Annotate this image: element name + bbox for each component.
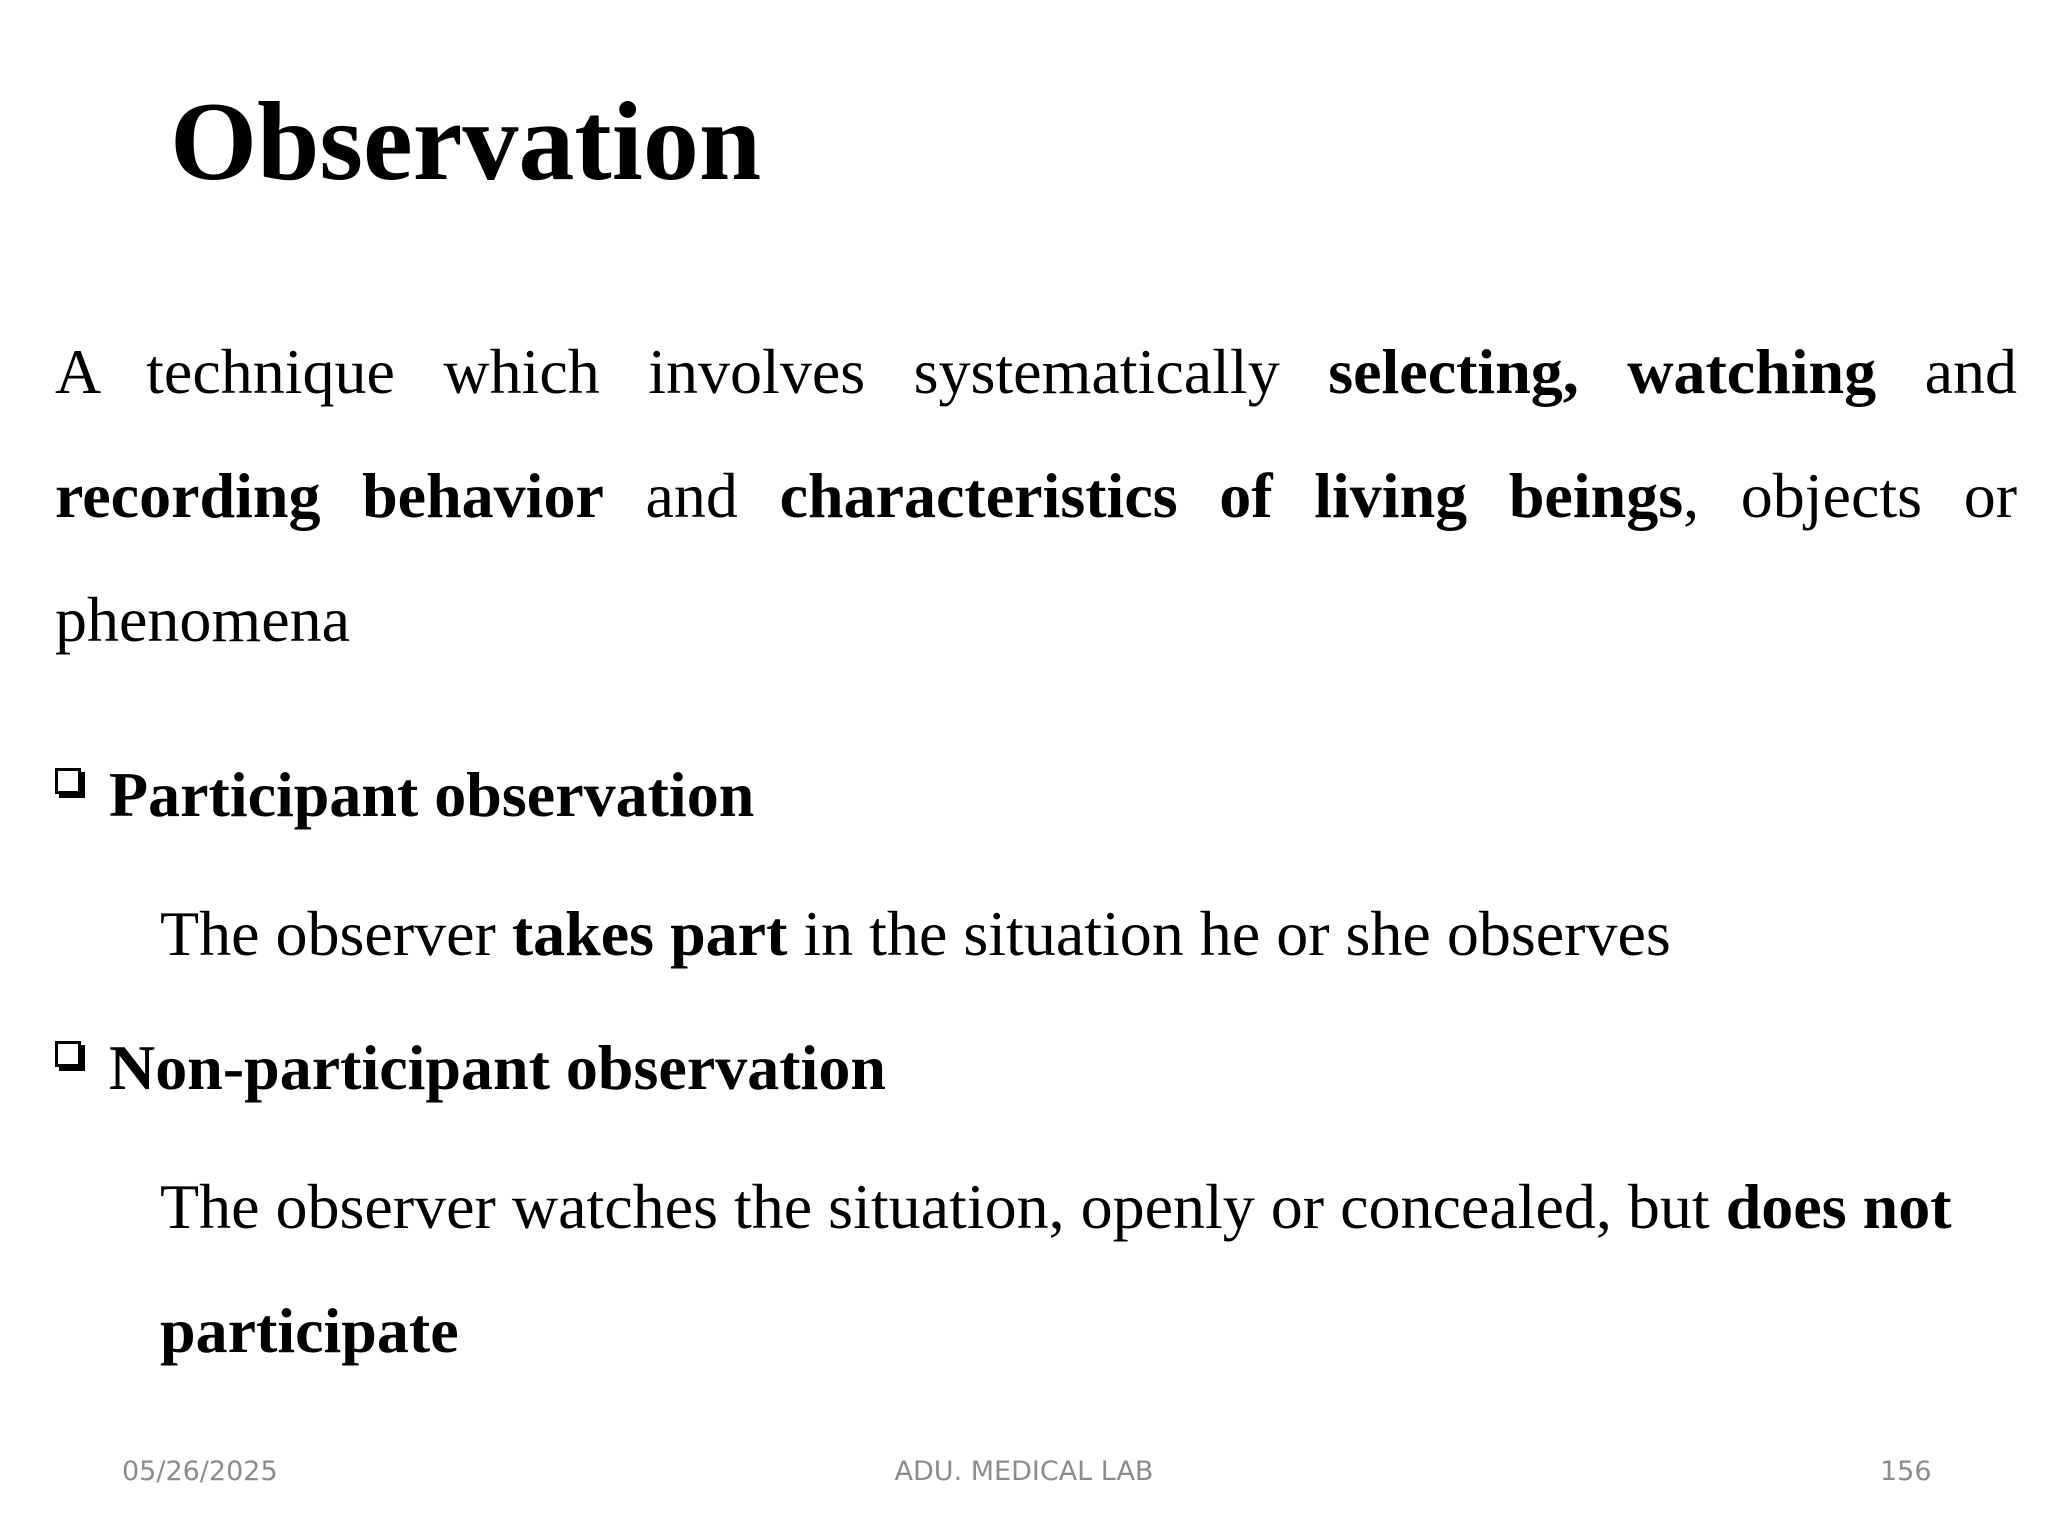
description-text: The observer watches the situation, openly or concealed, but — [160, 1171, 1726, 1242]
definition-bold-text: selecting, watching — [1328, 336, 1877, 407]
slide-title: Observation — [170, 80, 762, 204]
definition-bold-text: characteristics of living beings — [779, 460, 1684, 531]
description-bold-text: takes part — [511, 898, 788, 969]
footer-center-text: ADU. MEDICAL LAB — [894, 1456, 1154, 1487]
footer-date: 05/26/2025 — [122, 1456, 278, 1487]
description-bold-text: does not participate — [160, 1171, 1952, 1366]
definition-block — [55, 310, 2017, 682]
participant-description — [160, 872, 1990, 996]
definition-text: and — [603, 460, 780, 531]
bullet-heading-text: Non-participant observation — [109, 1032, 886, 1103]
description-text: in the situation he or she observes — [787, 898, 1671, 969]
definition-paragraph — [55, 310, 2017, 682]
description-text: The observer — [160, 898, 512, 969]
bullet-participant-observation — [55, 755, 754, 835]
bullet-non-participant-observation — [55, 1028, 886, 1108]
bullet-heading-text: Participant observation — [109, 759, 755, 830]
footer-page-number: 156 — [1880, 1456, 1932, 1487]
definition-bold-text: recording behavior — [55, 460, 604, 531]
definition-text: and — [1876, 336, 2018, 407]
non-participant-description — [160, 1145, 1990, 1393]
checkbox-bullet-icon — [55, 1041, 81, 1067]
checkbox-bullet-icon — [55, 768, 81, 794]
definition-text: A technique which involves systematically — [55, 336, 1329, 407]
definition-text: , objects or phenomena — [55, 460, 2018, 655]
